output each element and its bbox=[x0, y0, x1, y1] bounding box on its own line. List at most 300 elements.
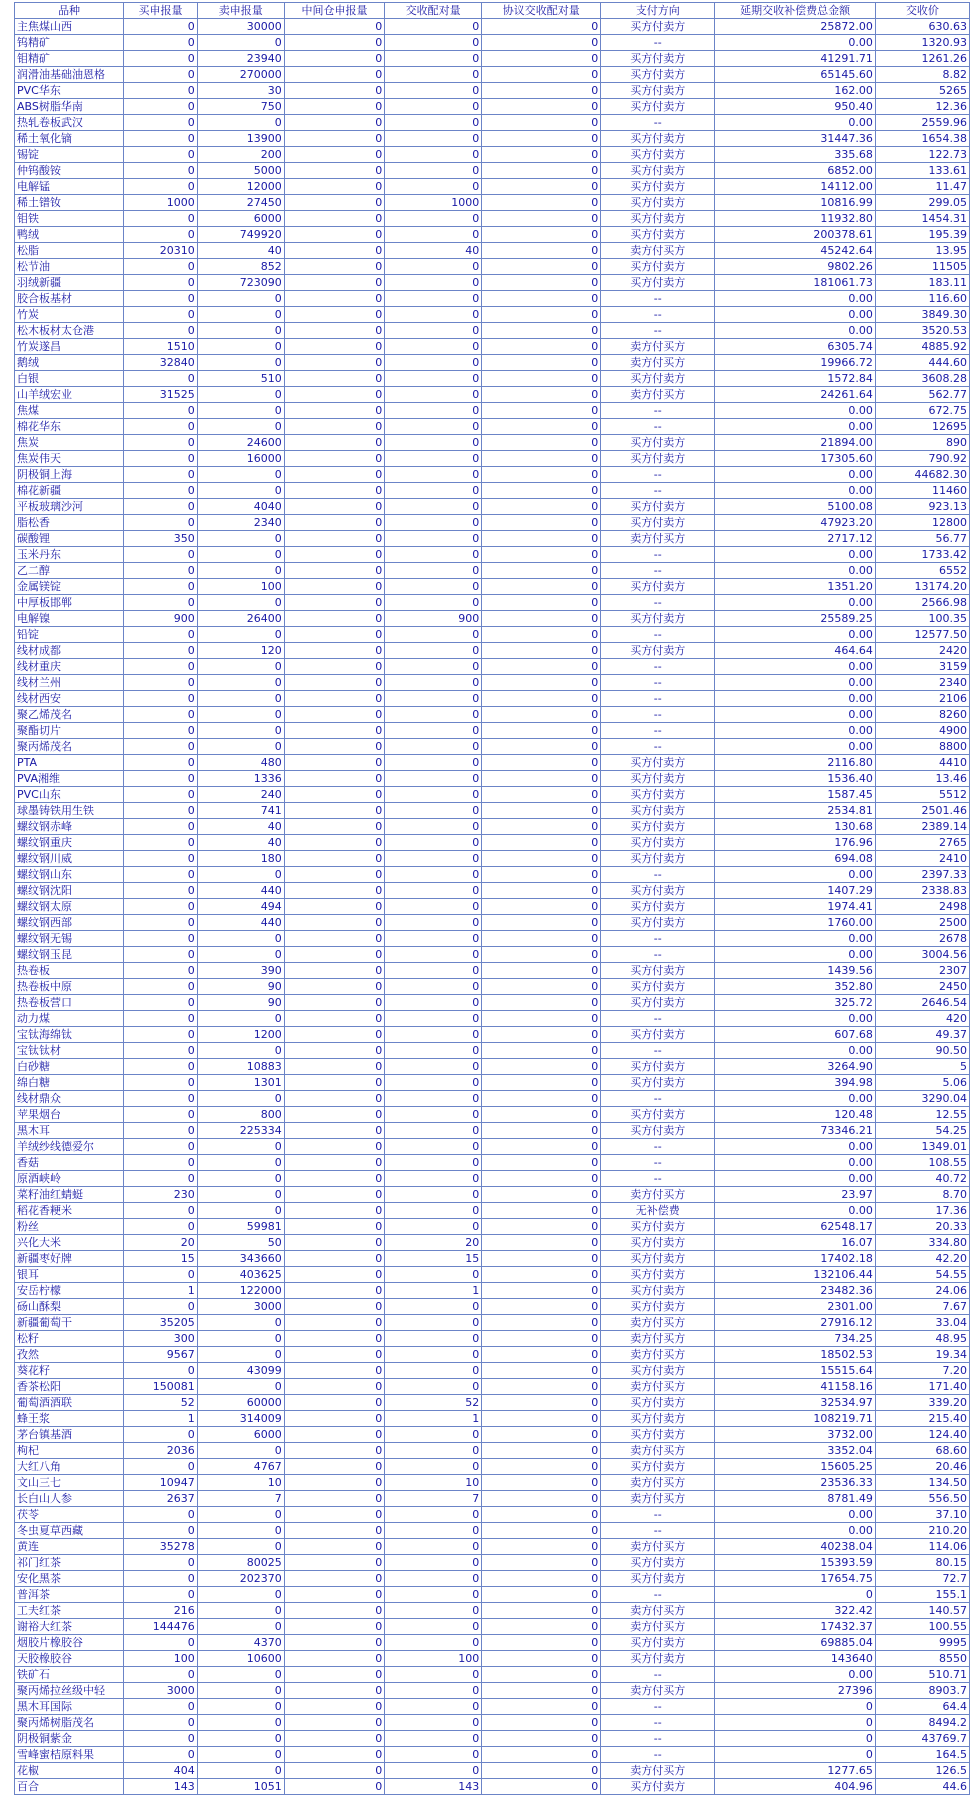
table-row bbox=[15, 1027, 970, 1043]
table-cell: 0 bbox=[284, 1747, 384, 1763]
table-cell: 183.11 bbox=[875, 275, 969, 291]
table-cell: 6852.00 bbox=[715, 163, 876, 179]
table-cell: 11932.80 bbox=[715, 211, 876, 227]
table-cell: 40 bbox=[197, 243, 284, 259]
table-row bbox=[15, 1011, 970, 1027]
table-cell: 0 bbox=[124, 723, 198, 739]
table-cell: 0 bbox=[385, 339, 482, 355]
table-row bbox=[15, 1539, 970, 1555]
table-cell: 54.55 bbox=[875, 1267, 969, 1283]
table-cell: 215.40 bbox=[875, 1411, 969, 1427]
table-cell: 17402.18 bbox=[715, 1251, 876, 1267]
table-cell: 1439.56 bbox=[715, 963, 876, 979]
table-row bbox=[15, 1347, 970, 1363]
table-cell: 0 bbox=[284, 1427, 384, 1443]
table-cell: 卖方付买方 bbox=[601, 243, 715, 259]
table-cell: 0 bbox=[284, 339, 384, 355]
table-cell: 0 bbox=[284, 115, 384, 131]
table-cell: 2678 bbox=[875, 931, 969, 947]
table-cell: 0 bbox=[284, 499, 384, 515]
table-cell: 120.48 bbox=[715, 1107, 876, 1123]
table-cell: 0 bbox=[197, 931, 284, 947]
table-cell: 买方付卖方 bbox=[601, 227, 715, 243]
table-cell: 18502.53 bbox=[715, 1347, 876, 1363]
table-cell: 0 bbox=[124, 755, 198, 771]
table-cell: 0 bbox=[124, 1075, 198, 1091]
table-cell: 40 bbox=[385, 243, 482, 259]
table-cell: 0 bbox=[284, 947, 384, 963]
table-cell: 27396 bbox=[715, 1683, 876, 1699]
table-row bbox=[15, 1075, 970, 1091]
table-cell: 1051 bbox=[197, 1779, 284, 1795]
table-cell: 13174.20 bbox=[875, 579, 969, 595]
table-cell: 0 bbox=[284, 771, 384, 787]
table-cell: 6000 bbox=[197, 211, 284, 227]
table-cell: 0 bbox=[284, 1459, 384, 1475]
table-cell: 热卷板中原 bbox=[15, 979, 124, 995]
table-cell: 0 bbox=[284, 419, 384, 435]
table-cell: 0 bbox=[385, 51, 482, 67]
table-cell: 0 bbox=[124, 1555, 198, 1571]
table-cell: 0 bbox=[124, 147, 198, 163]
table-cell: 焦炭伟天 bbox=[15, 451, 124, 467]
table-cell: 314009 bbox=[197, 1411, 284, 1427]
table-row bbox=[15, 707, 970, 723]
table-cell: 195.39 bbox=[875, 227, 969, 243]
table-cell: 百合 bbox=[15, 1779, 124, 1795]
table-cell: 买方付卖方 bbox=[601, 1363, 715, 1379]
table-cell: 0 bbox=[284, 451, 384, 467]
table-cell: 0 bbox=[284, 1075, 384, 1091]
table-row bbox=[15, 163, 970, 179]
table-cell: 稻花香粳米 bbox=[15, 1203, 124, 1219]
table-cell: 焦炭 bbox=[15, 435, 124, 451]
table-cell: 0 bbox=[385, 723, 482, 739]
table-cell: 37.10 bbox=[875, 1507, 969, 1523]
table-cell: 150081 bbox=[124, 1379, 198, 1395]
table-row bbox=[15, 1779, 970, 1795]
table-cell: 0 bbox=[385, 307, 482, 323]
table-cell: 0 bbox=[124, 1699, 198, 1715]
table-cell: 0 bbox=[482, 1507, 601, 1523]
table-cell: 0 bbox=[385, 1763, 482, 1779]
table-cell: 0 bbox=[715, 1747, 876, 1763]
table-cell: 1200 bbox=[197, 1027, 284, 1043]
table-cell: 26400 bbox=[197, 611, 284, 627]
table-cell: -- bbox=[601, 419, 715, 435]
table-cell: 0 bbox=[284, 1315, 384, 1331]
table-cell: 宝钛钛材 bbox=[15, 1043, 124, 1059]
table-cell: 香茶松阳 bbox=[15, 1379, 124, 1395]
table-cell: 0 bbox=[482, 355, 601, 371]
table-cell: 0 bbox=[385, 35, 482, 51]
table-cell: 花椒 bbox=[15, 1763, 124, 1779]
table-row bbox=[15, 1651, 970, 1667]
table-cell: -- bbox=[601, 707, 715, 723]
table-cell: 0 bbox=[284, 179, 384, 195]
table-cell: 0 bbox=[385, 755, 482, 771]
table-cell: 0 bbox=[284, 1283, 384, 1299]
table-cell: 16000 bbox=[197, 451, 284, 467]
table-cell: 0 bbox=[197, 675, 284, 691]
table-cell: 0 bbox=[482, 1603, 601, 1619]
table-cell: 0 bbox=[124, 1043, 198, 1059]
table-cell: 买方付卖方 bbox=[601, 835, 715, 851]
table-row bbox=[15, 563, 970, 579]
table-cell: 1407.29 bbox=[715, 883, 876, 899]
table-cell: 60000 bbox=[197, 1395, 284, 1411]
table-row bbox=[15, 1731, 970, 1747]
table-cell: 热卷板 bbox=[15, 963, 124, 979]
table-cell: -- bbox=[601, 867, 715, 883]
table-cell: 2498 bbox=[875, 899, 969, 915]
table-cell: 210.20 bbox=[875, 1523, 969, 1539]
table-cell: 0 bbox=[482, 1779, 601, 1795]
table-row bbox=[15, 1139, 970, 1155]
table-cell: 6305.74 bbox=[715, 339, 876, 355]
table-cell: 0 bbox=[482, 67, 601, 83]
table-cell: 0 bbox=[284, 163, 384, 179]
table-cell: 0 bbox=[124, 403, 198, 419]
table-cell: 0 bbox=[284, 131, 384, 147]
table-cell: 12000 bbox=[197, 179, 284, 195]
table-cell: 0 bbox=[284, 371, 384, 387]
table-cell: 16.07 bbox=[715, 1235, 876, 1251]
table-cell: 0 bbox=[385, 1315, 482, 1331]
table-cell: 0 bbox=[482, 499, 601, 515]
table-cell: 1536.40 bbox=[715, 771, 876, 787]
table-cell: 聚乙烯茂名 bbox=[15, 707, 124, 723]
table-cell: 0 bbox=[482, 147, 601, 163]
table-row bbox=[15, 1043, 970, 1059]
table-cell: 0 bbox=[482, 1411, 601, 1427]
table-cell: 0 bbox=[385, 259, 482, 275]
table-cell: 中厚板邯郸 bbox=[15, 595, 124, 611]
table-cell: 0 bbox=[482, 1699, 601, 1715]
table-cell: 0 bbox=[124, 1203, 198, 1219]
table-cell: 0 bbox=[124, 931, 198, 947]
table-cell: 0 bbox=[482, 771, 601, 787]
table-row bbox=[15, 1267, 970, 1283]
table-row bbox=[15, 131, 970, 147]
table-cell: 0 bbox=[124, 1523, 198, 1539]
table-cell: 0.00 bbox=[715, 1155, 876, 1171]
table-cell: 56.77 bbox=[875, 531, 969, 547]
table-cell: 0 bbox=[197, 1715, 284, 1731]
table-cell: 2301.00 bbox=[715, 1299, 876, 1315]
table-cell: 120 bbox=[197, 643, 284, 659]
table-cell: 0 bbox=[284, 1267, 384, 1283]
table-cell: 买方付卖方 bbox=[601, 1235, 715, 1251]
table-cell: 0 bbox=[385, 787, 482, 803]
table-cell: 0 bbox=[197, 1683, 284, 1699]
table-row bbox=[15, 803, 970, 819]
table-cell: 0 bbox=[124, 435, 198, 451]
table-cell: 20 bbox=[385, 1235, 482, 1251]
table-cell: 0 bbox=[385, 1603, 482, 1619]
table-cell: 0 bbox=[284, 707, 384, 723]
table-cell: 0 bbox=[482, 1635, 601, 1651]
table-cell: 334.80 bbox=[875, 1235, 969, 1251]
table-cell: 绵白糖 bbox=[15, 1075, 124, 1091]
table-cell: 0 bbox=[197, 1603, 284, 1619]
table-cell: 13900 bbox=[197, 131, 284, 147]
table-cell: 0 bbox=[385, 1219, 482, 1235]
table-cell: 325.72 bbox=[715, 995, 876, 1011]
table-cell: 买方付卖方 bbox=[601, 1459, 715, 1475]
table-cell: 0 bbox=[482, 1203, 601, 1219]
table-cell: 49.37 bbox=[875, 1027, 969, 1043]
table-row bbox=[15, 355, 970, 371]
table-cell: 0 bbox=[385, 67, 482, 83]
table-cell: 143 bbox=[385, 1779, 482, 1795]
table-cell: 0 bbox=[385, 1347, 482, 1363]
table-cell: 鹅绒 bbox=[15, 355, 124, 371]
table-cell: 72.7 bbox=[875, 1571, 969, 1587]
table-cell: 0 bbox=[284, 243, 384, 259]
table-cell: 734.25 bbox=[715, 1331, 876, 1347]
table-cell: 0 bbox=[385, 1139, 482, 1155]
table-cell: 80025 bbox=[197, 1555, 284, 1571]
table-cell: 0 bbox=[284, 1523, 384, 1539]
table-cell: 90 bbox=[197, 995, 284, 1011]
table-cell: 32840 bbox=[124, 355, 198, 371]
table-cell: 0 bbox=[385, 1091, 482, 1107]
table-cell: 买方付卖方 bbox=[601, 915, 715, 931]
table-cell: 5512 bbox=[875, 787, 969, 803]
table-cell: 0 bbox=[124, 179, 198, 195]
table-cell: 0 bbox=[482, 1187, 601, 1203]
table-cell: 68.60 bbox=[875, 1443, 969, 1459]
table-cell: 1320.93 bbox=[875, 35, 969, 51]
table-cell: 0 bbox=[482, 883, 601, 899]
table-cell: 790.92 bbox=[875, 451, 969, 467]
table-cell: 0 bbox=[482, 483, 601, 499]
table-cell: -- bbox=[601, 1523, 715, 1539]
table-cell: 0 bbox=[284, 99, 384, 115]
table-cell: 1000 bbox=[124, 195, 198, 211]
table-cell: 0 bbox=[482, 1347, 601, 1363]
table-cell: 116.60 bbox=[875, 291, 969, 307]
table-cell: 0 bbox=[284, 883, 384, 899]
table-cell: 0 bbox=[482, 963, 601, 979]
table-cell: 长白山人参 bbox=[15, 1491, 124, 1507]
table-cell: 0 bbox=[124, 707, 198, 723]
table-cell: 480 bbox=[197, 755, 284, 771]
table-cell: 0 bbox=[124, 835, 198, 851]
table-row bbox=[15, 1251, 970, 1267]
table-cell: 0 bbox=[385, 1443, 482, 1459]
table-cell: 0 bbox=[284, 867, 384, 883]
table-row bbox=[15, 1523, 970, 1539]
table-cell: 0 bbox=[124, 1571, 198, 1587]
table-row bbox=[15, 499, 970, 515]
table-cell: 0 bbox=[124, 1427, 198, 1443]
table-cell: 工夫红茶 bbox=[15, 1603, 124, 1619]
table-cell: 0 bbox=[482, 1395, 601, 1411]
table-cell: 0 bbox=[715, 1715, 876, 1731]
table-cell: 0 bbox=[124, 771, 198, 787]
table-cell: 0 bbox=[284, 1667, 384, 1683]
table-cell: 0 bbox=[482, 707, 601, 723]
table-row bbox=[15, 179, 970, 195]
table-cell: 烟胶片橡胶谷 bbox=[15, 1635, 124, 1651]
column-header: 卖申报量 bbox=[197, 3, 284, 19]
table-cell: 0 bbox=[124, 1267, 198, 1283]
table-cell: 0 bbox=[284, 1491, 384, 1507]
table-cell: 0 bbox=[284, 51, 384, 67]
table-cell: 0 bbox=[385, 547, 482, 563]
table-cell: 0 bbox=[124, 563, 198, 579]
table-cell: 0 bbox=[124, 1139, 198, 1155]
table-cell: 15 bbox=[124, 1251, 198, 1267]
table-cell: 0 bbox=[124, 371, 198, 387]
table-cell: 8781.49 bbox=[715, 1491, 876, 1507]
table-row bbox=[15, 19, 970, 35]
table-row bbox=[15, 243, 970, 259]
table-cell: 买方付卖方 bbox=[601, 787, 715, 803]
table-row bbox=[15, 771, 970, 787]
table-cell: 2410 bbox=[875, 851, 969, 867]
table-cell: 卖方付买方 bbox=[601, 1443, 715, 1459]
table-cell: 0 bbox=[197, 1043, 284, 1059]
table-cell: 0 bbox=[284, 195, 384, 211]
table-row bbox=[15, 1587, 970, 1603]
table-cell: 1 bbox=[385, 1283, 482, 1299]
table-cell: 35205 bbox=[124, 1315, 198, 1331]
table-cell: 0 bbox=[284, 1571, 384, 1587]
table-cell: 买方付卖方 bbox=[601, 195, 715, 211]
table-cell: 0 bbox=[482, 1763, 601, 1779]
table-cell: 2420 bbox=[875, 643, 969, 659]
table-cell: 0 bbox=[482, 739, 601, 755]
table-cell: 0 bbox=[284, 691, 384, 707]
table-cell: 200378.61 bbox=[715, 227, 876, 243]
table-row bbox=[15, 1299, 970, 1315]
table-cell: 0 bbox=[197, 691, 284, 707]
table-cell: 0 bbox=[284, 1507, 384, 1523]
table-cell: 谢裕大红茶 bbox=[15, 1619, 124, 1635]
table-cell: 0 bbox=[482, 419, 601, 435]
table-cell: 0 bbox=[124, 1219, 198, 1235]
table-cell: 0 bbox=[284, 1779, 384, 1795]
table-cell: 1000 bbox=[385, 195, 482, 211]
table-cell: 0 bbox=[385, 1331, 482, 1347]
table-cell: 1587.45 bbox=[715, 787, 876, 803]
table-cell: 铁矿石 bbox=[15, 1667, 124, 1683]
table-cell: 0 bbox=[124, 787, 198, 803]
table-cell: 买方付卖方 bbox=[601, 1555, 715, 1571]
table-cell: 0 bbox=[124, 211, 198, 227]
table-cell: 13.46 bbox=[875, 771, 969, 787]
table-cell: 0 bbox=[385, 323, 482, 339]
table-cell: 0 bbox=[482, 387, 601, 403]
table-row bbox=[15, 1475, 970, 1491]
table-cell: 181061.73 bbox=[715, 275, 876, 291]
table-cell: 0 bbox=[482, 51, 601, 67]
table-cell: 0 bbox=[284, 1251, 384, 1267]
table-cell: 0 bbox=[197, 627, 284, 643]
table-cell: 0 bbox=[284, 1539, 384, 1555]
table-cell: 5000 bbox=[197, 163, 284, 179]
table-cell: 440 bbox=[197, 883, 284, 899]
table-cell: 主焦煤山西 bbox=[15, 19, 124, 35]
table-cell: 0 bbox=[482, 1747, 601, 1763]
table-row bbox=[15, 1667, 970, 1683]
table-cell: 7.20 bbox=[875, 1363, 969, 1379]
table-cell: 5265 bbox=[875, 83, 969, 99]
table-cell: 0 bbox=[385, 883, 482, 899]
table-cell: 卖方付买方 bbox=[601, 387, 715, 403]
table-cell: 0 bbox=[124, 627, 198, 643]
table-cell: 0 bbox=[284, 851, 384, 867]
table-cell: -- bbox=[601, 1139, 715, 1155]
table-cell: 3520.53 bbox=[875, 323, 969, 339]
table-cell: 0 bbox=[124, 803, 198, 819]
table-row bbox=[15, 435, 970, 451]
table-cell: 热卷板营口 bbox=[15, 995, 124, 1011]
table-cell: 0 bbox=[284, 627, 384, 643]
table-cell: 0 bbox=[482, 211, 601, 227]
table-cell: 0 bbox=[124, 419, 198, 435]
table-cell: 买方付卖方 bbox=[601, 1779, 715, 1795]
table-cell: 竹炭遂昌 bbox=[15, 339, 124, 355]
table-cell: 0 bbox=[124, 1107, 198, 1123]
table-cell: 1301 bbox=[197, 1075, 284, 1091]
table-cell: 0 bbox=[284, 1043, 384, 1059]
table-cell: 0 bbox=[385, 435, 482, 451]
table-cell: 兴化大米 bbox=[15, 1235, 124, 1251]
table-cell: 0 bbox=[482, 1091, 601, 1107]
table-cell: 买方付卖方 bbox=[601, 1219, 715, 1235]
table-row bbox=[15, 1427, 970, 1443]
table-row bbox=[15, 339, 970, 355]
table-cell: 510 bbox=[197, 371, 284, 387]
table-row bbox=[15, 595, 970, 611]
table-cell: 100.55 bbox=[875, 1619, 969, 1635]
settlement-table bbox=[14, 2, 970, 1795]
table-cell: 0 bbox=[284, 147, 384, 163]
table-cell: 0 bbox=[482, 1107, 601, 1123]
table-cell: 0.00 bbox=[715, 35, 876, 51]
table-cell: 8550 bbox=[875, 1651, 969, 1667]
table-cell: 132106.44 bbox=[715, 1267, 876, 1283]
table-cell: 0 bbox=[482, 595, 601, 611]
table-row bbox=[15, 403, 970, 419]
table-cell: 0 bbox=[482, 1731, 601, 1747]
table-cell: 0 bbox=[124, 323, 198, 339]
table-cell: 0 bbox=[124, 547, 198, 563]
table-cell: 螺纹钢重庆 bbox=[15, 835, 124, 851]
table-cell: 0 bbox=[284, 435, 384, 451]
table-cell: 404 bbox=[124, 1763, 198, 1779]
table-cell: 65145.60 bbox=[715, 67, 876, 83]
table-cell: -- bbox=[601, 403, 715, 419]
table-cell: 24261.64 bbox=[715, 387, 876, 403]
table-cell: 乙二醇 bbox=[15, 563, 124, 579]
table-cell: 0 bbox=[197, 867, 284, 883]
table-cell: 0 bbox=[385, 979, 482, 995]
table-cell: 0 bbox=[385, 467, 482, 483]
table-cell: 润滑油基础油恩格 bbox=[15, 67, 124, 83]
table-cell: 0 bbox=[385, 131, 482, 147]
table-cell: 100 bbox=[124, 1651, 198, 1667]
table-cell: 0 bbox=[284, 1651, 384, 1667]
table-cell: 494 bbox=[197, 899, 284, 915]
table-cell: 950.40 bbox=[715, 99, 876, 115]
table-cell: 茅台镇基酒 bbox=[15, 1427, 124, 1443]
table-cell: 普洱茶 bbox=[15, 1587, 124, 1603]
